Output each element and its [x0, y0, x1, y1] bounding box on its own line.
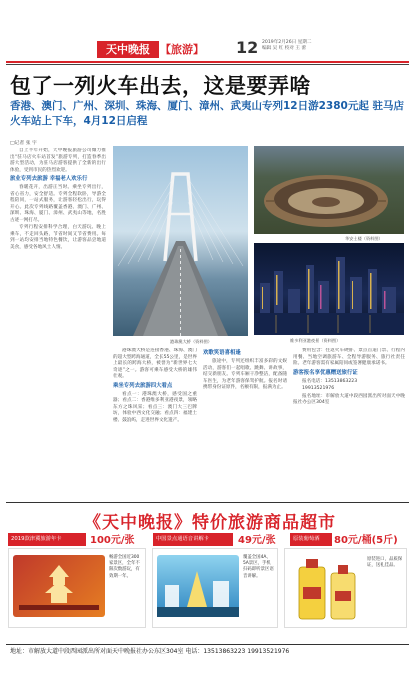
bridge-caption: 港珠澳大桥（资料图） [170, 339, 212, 344]
header-rule-thin [6, 64, 409, 65]
oil-bottle-icon [293, 555, 363, 623]
body-paragraph: 费用包含：往返火车硬卧、景点首道门票、行程内用餐、当地空调旅游车、全程导游服务、旅行社责任险。老年游客需有家属陪同或签署健康承诺书。 [293, 348, 405, 366]
ad-footer: 地址：市解放大道中段西园派出所对面天中晚报社办公东区304室 电话：13513863223 19913521976 [6, 644, 409, 658]
subheading-1: 旅业专列去旅游 幸福老人欢乐行 [10, 176, 88, 182]
editors-line: 编辑 吴 红 校对 王 蕾 [262, 46, 307, 51]
body-paragraph: 港珠澳大桥是连接香港、珠海、澳门的超大型跨海通道，全长55公里，是世界上最长的跨海大桥，被誉为“新世界七大奇迹”之一。游客可乘车感受大桥的雄伟壮观。 [113, 348, 197, 379]
article-column-2 [113, 348, 197, 496]
tour-card-image [13, 555, 105, 617]
page-number: 12 [236, 38, 259, 57]
masthead [0, 0, 415, 62]
lead-paragraph: 自上半年开始，天中晚报旅游公司倾力推出“驻马店火车站首发”旅游专列，打造春季出游大型活动，为驻马店游客提供了全新的出行体验，受到市民的热烈欢迎。 [10, 148, 106, 173]
landmark-icon [157, 555, 239, 617]
ad-top-rule [6, 502, 409, 503]
tulou-photo [254, 146, 404, 234]
dateline [262, 40, 342, 52]
contact-address: 报名地址：市解放大道中段西园派出所对面天中晚报社办公区304室 [293, 393, 405, 405]
article-column-4 [293, 348, 405, 496]
header-rule [6, 61, 409, 63]
price3-label: 原装葡萄酒 [290, 533, 332, 546]
price1-label: 2019款津冀旅游年卡 [8, 533, 86, 546]
audio-guide-desc: 覆盖全国4A、5A景区，手机扫码即听景区语音讲解。 [243, 555, 274, 579]
hongkong-caption: 维多利亚港夜景（资料图） [290, 338, 341, 343]
body-paragraph: 春暖花开，出游正当时。乘坐专列出行，省心省力，安全舒适。专列全程软卧，导游全程陪同，一站式服务，让游客轻松出行，玩得开心。此次专列线路覆盖香港、澳门、广州、深圳、珠海、厦门、漳州、武夷山等地，名胜古迹一网打尽。 [10, 185, 106, 223]
subheading-3: 欢歌笑语喜相逢 [203, 350, 241, 356]
article-subheadline: 香港、澳门、广州、深圳、珠海、厦门、漳州、武夷山专列12日游2380元起 驻马店火车站上下车，4月12日启程 [10, 100, 404, 127]
body-paragraph: 旅途中，专列还组织丰富多彩的文娱活动，游客们一起唱歌、跳舞、讲故事，结交新朋友。专列车厢干净整洁，配备随车医生，为老年游客保驾护航。报名时请携带身份证原件，名额有限，报满为止。 [203, 359, 287, 390]
newspaper-brand: 天中晚报 [97, 41, 159, 58]
contact-phone-2: 19913521976 [302, 386, 335, 391]
audio-guide-image [157, 555, 239, 617]
body-paragraph: 专列行程安排科学合理，白天游玩、晚上乘车，不走回头路，节省时间又节省费用。每到一站均安排当地特色餐饮，让游客品尝地道美食，感受各地风土人情。 [10, 225, 106, 250]
oil-bottles-image [293, 555, 363, 623]
article-column-1 [10, 148, 106, 496]
contact-phone: 报名电话：13513863223 [302, 378, 358, 384]
subheading-2: 乘坐专列去旅游四大看点 [113, 382, 173, 389]
bridge-photo [113, 146, 248, 336]
ad-title: 《天中晚报》特价旅游商品超市 [84, 513, 336, 533]
byline: □记者 张 宇 [10, 141, 37, 146]
skyline-illustration [254, 243, 404, 335]
article-column-3 [203, 348, 287, 496]
audio-guide-panel [152, 548, 278, 628]
pagoda-icon [13, 555, 105, 617]
article-headline: 包了一列火车出去，这是要弄啥 [10, 74, 311, 98]
tour-card-panel [8, 548, 146, 628]
tulou-illustration [254, 146, 404, 234]
subheading-4: 游客报名享优惠赠送旅行证 [293, 369, 358, 376]
issue-date: 2019年2月26日 星期二 [262, 40, 312, 45]
hongkong-night-photo [254, 243, 404, 335]
oil-desc: 原装进口，品质保证，送礼佳品。 [367, 557, 403, 569]
section-tag: 【旅游】 [160, 43, 204, 56]
oil-panel [284, 548, 407, 628]
price2-value: 49元/张 [238, 535, 276, 546]
price1-value: 100元/张 [90, 535, 135, 546]
price2-label: 中国景点通语音讲解卡 [153, 533, 233, 546]
tulou-caption: 华安土楼（资料图） [345, 236, 383, 241]
tour-card-desc: 畅游全国近300家景区，全年不限次数游玩，有效期一年。 [109, 555, 140, 579]
price3-value: 80元/桶(5斤) [334, 535, 398, 546]
body-paragraph: 看点一：港珠澳大桥，感受国之重器；看点二：香港维多利亚港夜景，领略东方之珠风采；看点三：澳门大三巴牌坊，体验中西文化交融；看点四：福建土楼、鼓浪屿，走进世界文化遗产。 [113, 391, 197, 423]
bridge-illustration [113, 146, 248, 336]
